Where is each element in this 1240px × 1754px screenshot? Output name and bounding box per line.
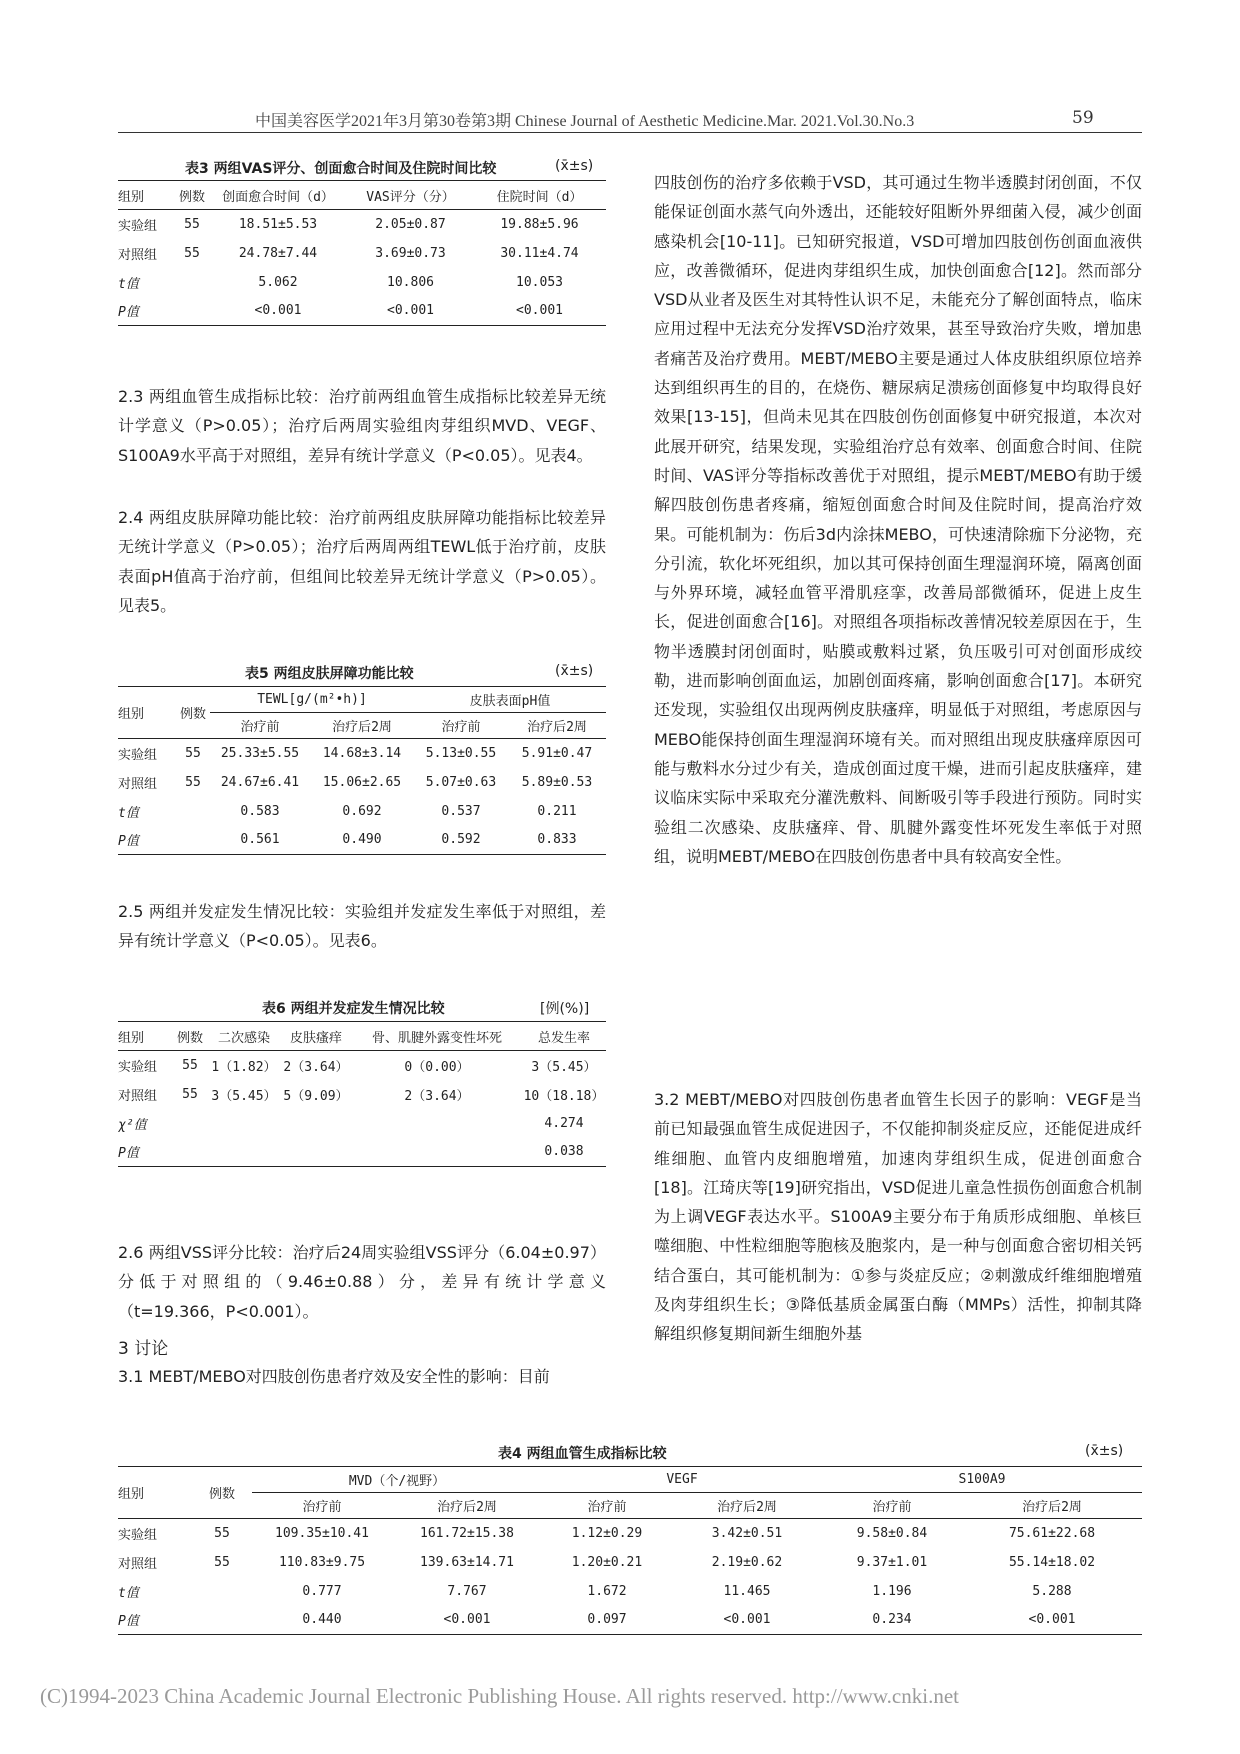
page-number: 59 bbox=[1072, 108, 1094, 128]
table-row bbox=[118, 1519, 1142, 1548]
table5-cell: 0.561 bbox=[210, 826, 310, 855]
table4-cell: 3.42±0.51 bbox=[711, 1525, 783, 1541]
table3-cell: 55 bbox=[184, 245, 200, 261]
table-row bbox=[118, 1051, 606, 1080]
table4-cell: 0.777 bbox=[302, 1583, 342, 1599]
table4-cell: 0.097 bbox=[542, 1606, 672, 1635]
table4-cell: 55.14±18.02 bbox=[1008, 1554, 1096, 1570]
table5-cell: 0.692 bbox=[342, 803, 382, 819]
table5-cell: 对照组 bbox=[118, 776, 158, 792]
section-3-1-start: 3.1 MEBT/MEBO对四肢创伤患者疗效及安全性的影响：目前 bbox=[118, 1367, 550, 1386]
table-row bbox=[118, 1109, 606, 1138]
table6-cell: 0.038 bbox=[522, 1138, 606, 1167]
table4-cell bbox=[192, 1606, 252, 1635]
table4-caption: 表4 两组血管生成指标比较 bbox=[498, 1446, 667, 1462]
table3-caption: 表3 两组VAS评分、创面愈合时间及住院时间比较 bbox=[185, 161, 497, 177]
table4-cell: 0.440 bbox=[252, 1606, 392, 1635]
table5-header-cell: 组别 bbox=[118, 687, 176, 739]
table-row bbox=[118, 1606, 1142, 1635]
section-3-2: 3.2 MEBT/MEBO对四肢创伤患者血管生长因子的影响：VEGF是当前已知最强血管生成促进因子，不仅能抑制炎症反应，还能促进成纤维细胞、血管内皮细胞增殖，加速肉芽组织生成，促进创面愈合[18]。江琦庆等[19]研究指出，VSD促进儿童急性损伤创面愈合机制为上调VEGF表达水平。S100A9主要分布于角质形成细胞、单核巨噬细胞、中性粒细胞等胞核及胞浆内，是一种与创面愈合密切相关钙结合蛋白，其可能机制为：①参与炎症反应；②刺激成纤维细胞增殖及肉芽组织生长；③降低基质金属蛋白酶（MMPs）活性，抑制其降解组织修复期间新生细胞外基 bbox=[654, 1090, 1142, 1344]
table4-cell: 2.19±0.62 bbox=[711, 1554, 783, 1570]
table3-header-cell: VAS评分（分） bbox=[348, 181, 473, 210]
table4-subheader-cell: 治疗前 bbox=[822, 1493, 962, 1519]
table3-cell: 55 bbox=[184, 216, 200, 232]
running-title: 中国美容医学2021年3月第30卷第3期 Chinese Journal of Aesthetic Medicine.Mar. 2021.Vol.30.No.3 bbox=[255, 113, 915, 130]
table6-cell: 0（0.00） bbox=[404, 1059, 470, 1075]
table3-cell: 30.11±4.74 bbox=[500, 245, 579, 261]
table6-cell: 2（3.64） bbox=[283, 1059, 349, 1075]
table5-cell: 0.537 bbox=[441, 803, 481, 819]
table6-cell bbox=[208, 1109, 280, 1138]
table4-cell: t值 bbox=[118, 1585, 139, 1601]
table5-header-cell: 例数 bbox=[176, 687, 210, 739]
table6-cell: 5（9.09） bbox=[283, 1088, 349, 1104]
table5-header-cell: TEWL[g/(m²•h)] bbox=[210, 687, 414, 713]
table5-header-cell: 皮肤表面pH值 bbox=[414, 687, 606, 713]
table3-header-cell: 例数 bbox=[176, 181, 208, 210]
table4-cell: <0.001 bbox=[672, 1606, 822, 1635]
table4-cell: 9.58±0.84 bbox=[856, 1525, 928, 1541]
table6 bbox=[118, 1021, 606, 1167]
copyright-footer: (C)1994-2023 China Academic Journal Electronic Publishing House. All rights reserved. http://www.cnki.net bbox=[40, 1684, 959, 1708]
table5-cell: 15.06±2.65 bbox=[322, 774, 402, 790]
header-rule bbox=[118, 132, 1142, 133]
table4-cell: 75.61±22.68 bbox=[1008, 1525, 1096, 1541]
table-row bbox=[118, 1138, 606, 1167]
table6-cell bbox=[280, 1138, 352, 1167]
table3-cell: 24.78±7.44 bbox=[238, 245, 318, 261]
table4 bbox=[118, 1466, 1142, 1635]
table4-cell bbox=[192, 1577, 252, 1606]
table3-cell: <0.001 bbox=[473, 297, 606, 326]
table-row bbox=[118, 268, 606, 297]
table4-cell: 1.196 bbox=[872, 1583, 912, 1599]
table4-cell: 161.72±15.38 bbox=[420, 1525, 514, 1541]
table3-cell: 10.806 bbox=[387, 274, 434, 290]
table3-cell: 实验组 bbox=[118, 218, 158, 234]
table4-subheader-cell: 治疗前 bbox=[252, 1493, 392, 1519]
table5-cell: 0.490 bbox=[310, 826, 414, 855]
table5-cell: 实验组 bbox=[118, 747, 158, 763]
table4-header-cell: S100A9 bbox=[822, 1467, 1142, 1493]
table-row bbox=[118, 210, 606, 239]
table-row bbox=[118, 1080, 606, 1109]
table5-cell: 0.592 bbox=[414, 826, 508, 855]
section-3-heading: 3 讨论 bbox=[118, 1339, 169, 1359]
table4-subheader-cell: 治疗后2周 bbox=[672, 1493, 822, 1519]
table-row bbox=[118, 239, 606, 268]
table5-cell bbox=[176, 826, 210, 855]
table5-subheader-cell: 治疗前 bbox=[414, 713, 508, 739]
table4-cell: 11.465 bbox=[723, 1583, 771, 1599]
section-2-3: 2.3 两组血管生成指标比较：治疗前两组血管生成指标比较差异无统计学意义（P>0.05）；治疗后两周实验组肉芽组织MVD、VEGF、S100A9水平高于对照组，差异有统计学意义（P<0.05）。见表4。 bbox=[118, 387, 606, 465]
table5-cell bbox=[176, 797, 210, 826]
table3-cell: 对照组 bbox=[118, 247, 158, 263]
table5 bbox=[118, 686, 606, 855]
table4-header-cell: 组别 bbox=[118, 1467, 192, 1519]
table3-cell: P值 bbox=[118, 297, 176, 326]
table5-cell: 24.67±6.41 bbox=[220, 774, 300, 790]
table5-cell: t值 bbox=[118, 805, 139, 821]
table3-cell: 18.51±5.53 bbox=[238, 216, 318, 232]
table5-cell: 5.91±0.47 bbox=[521, 745, 593, 761]
table5-subheader-cell: 治疗前 bbox=[210, 713, 310, 739]
table4-cell: 1.12±0.29 bbox=[571, 1525, 643, 1541]
table4-cell: <0.001 bbox=[962, 1606, 1142, 1635]
table4-unit: (x̄±s) bbox=[1085, 1443, 1124, 1459]
table3-header-cell: 创面愈合时间（d） bbox=[208, 181, 348, 210]
table6-cell: χ²值 bbox=[118, 1117, 147, 1133]
table4-cell: 9.37±1.01 bbox=[856, 1554, 928, 1570]
table5-cell: 5.13±0.55 bbox=[425, 745, 497, 761]
table6-cell: 2（3.64） bbox=[404, 1088, 470, 1104]
table6-cell: 10（18.18） bbox=[523, 1088, 605, 1104]
table6-cell: 4.274 bbox=[544, 1115, 584, 1131]
section-2-6: 2.6 两组VSS评分比较：治疗后24周实验组VSS评分（6.04±0.97）分低于对照组的（9.46±0.88）分，差异有统计学意义（t=19.366，P<0.001）。 bbox=[118, 1243, 606, 1321]
section-2-4: 2.4 两组皮肤屏障功能比较：治疗前两组皮肤屏障功能指标比较差异无统计学意义（P>0.05）；治疗后两周两组TEWL低于治疗前，皮肤表面pH值高于治疗前，但组间比较差异无统计学意义（P>0.05）。见表5。 bbox=[118, 508, 606, 615]
table5-cell: 14.68±3.14 bbox=[322, 745, 402, 761]
table6-cell: P值 bbox=[118, 1138, 172, 1167]
table4-subheader-cell: 治疗后2周 bbox=[392, 1493, 542, 1519]
table3-cell: <0.001 bbox=[348, 297, 473, 326]
table5-cell: 25.33±5.55 bbox=[220, 745, 300, 761]
table5-subheader-cell: 治疗后2周 bbox=[508, 713, 606, 739]
table5-cell: 0.833 bbox=[508, 826, 606, 855]
table6-cell bbox=[280, 1109, 352, 1138]
table4-cell: <0.001 bbox=[392, 1606, 542, 1635]
table4-cell: 109.35±10.41 bbox=[275, 1525, 369, 1541]
table4-cell: 实验组 bbox=[118, 1527, 158, 1543]
section-2-5: 2.5 两组并发症发生情况比较：实验组并发症发生率低于对照组，差异有统计学意义（P<0.05）。见表6。 bbox=[118, 902, 606, 951]
table3-cell bbox=[176, 297, 208, 326]
table3-cell: 2.05±0.87 bbox=[375, 216, 446, 232]
table4-header-cell: VEGF bbox=[542, 1467, 822, 1493]
table4-header-cell: 例数 bbox=[192, 1467, 252, 1519]
table6-cell bbox=[352, 1138, 522, 1167]
table6-header-cell: 二次感染 bbox=[208, 1022, 280, 1051]
table5-cell: P值 bbox=[118, 826, 176, 855]
table6-header-cell: 骨、肌腱外露变性坏死 bbox=[352, 1022, 522, 1051]
table-row bbox=[118, 297, 606, 326]
table-row bbox=[118, 1577, 1142, 1606]
table6-cell: 3（5.45） bbox=[531, 1059, 597, 1075]
table4-cell: 1.20±0.21 bbox=[571, 1554, 643, 1570]
table6-cell: 55 bbox=[182, 1086, 198, 1102]
table6-cell bbox=[352, 1109, 522, 1138]
table3-header-cell: 组别 bbox=[118, 181, 176, 210]
table3-cell: 5.062 bbox=[258, 274, 298, 290]
table6-header-cell: 例数 bbox=[172, 1022, 208, 1051]
table5-cell: 5.89±0.53 bbox=[521, 774, 593, 790]
table-row bbox=[118, 768, 606, 797]
table6-header-cell: 组别 bbox=[118, 1022, 172, 1051]
table4-cell: 55 bbox=[214, 1525, 230, 1541]
table4-cell: 110.83±9.75 bbox=[278, 1554, 366, 1570]
table6-header-cell: 总发生率 bbox=[522, 1022, 606, 1051]
table6-cell: 55 bbox=[182, 1057, 198, 1073]
table4-header-cell: MVD（个/视野） bbox=[252, 1467, 542, 1493]
table4-cell: P值 bbox=[118, 1606, 192, 1635]
table3-cell bbox=[176, 268, 208, 297]
table4-cell: 1.672 bbox=[587, 1583, 627, 1599]
table4-cell: 0.234 bbox=[822, 1606, 962, 1635]
table6-cell: 3（5.45） bbox=[211, 1088, 277, 1104]
table3 bbox=[118, 180, 606, 326]
table5-cell: 0.583 bbox=[240, 803, 280, 819]
table4-cell: 139.63±14.71 bbox=[420, 1554, 514, 1570]
table5-caption: 表5 两组皮肤屏障功能比较 bbox=[245, 666, 414, 682]
table5-subheader-cell: 治疗后2周 bbox=[310, 713, 414, 739]
table4-subheader-cell: 治疗前 bbox=[542, 1493, 672, 1519]
table4-cell: 5.288 bbox=[1032, 1583, 1072, 1599]
table5-cell: 0.211 bbox=[537, 803, 577, 819]
table4-cell: 对照组 bbox=[118, 1556, 158, 1572]
table6-caption: 表6 两组并发症发生情况比较 bbox=[262, 1001, 445, 1017]
table4-cell: 7.767 bbox=[447, 1583, 487, 1599]
right-column-discussion: 四肢创伤的治疗多依赖于VSD，其可通过生物半透膜封闭创面，不仅能保证创面水蒸气向外透出，还能较好阻断外界细菌入侵，减少创面感染机会[10-11]。已知研究报道，VSD可增加四肢创伤创面血液供应，改善微循环，促进肉芽组织生成，加快创面愈合[12]。然而部分VSD从业者及医生对其特性认识不足，未能充分了解创面特点，临床应用过程中无法充分发挥VSD治疗效果，甚至导致治疗失败，增加患者痛苦及治疗费用。MEBT/MEBO主要是通过人体皮肤组织原位培养达到组织再生的目的，在烧伤、糖尿病足溃疡创面修复中均取得良好效果[13-15]，但尚未见其在四肢创伤创面修复中研究报道，本次对此展开研究，结果发现，实验组治疗总有效率、创面愈合时间、住院时间、VAS评分等指标改善优于对照组，提示MEBT/MEBO有助于缓解四肢创伤患者疼痛，缩短创面愈合时间及住院时间，提高治疗效果。可能机制为：伤后3d内涂抹MEBO，可快速清除痂下分泌物，充分引流，软化坏死组织，加以其可保持创面生理湿润环境，隔离创面与外界环境，减轻血管平滑肌痉挛，改善局部微循环，促进上皮生长，促进创面愈合[16]。对照组各项指标改善情况较差原因在于，生物半透膜封闭创面时，贴膜或敷料过紧，负压吸引可对创面形成绞勒，进而影响创面血运，加剧创面疼痛，影响创面愈合[17]。本研究还发现，实验组仅出现两例皮肤瘙痒，明显低于对照组，考虑原因与MEBO能保持创面生理湿润环境有关。而对照组出现皮肤瘙痒原因可能与敷料水分过少有关，造成创面过度干燥，进而引起皮肤瘙痒，建议临床实际中采取充分灌洗敷料、间断吸引等手段进行预防。同时实验组二次感染、皮肤瘙痒、骨、肌腱外露变性坏死发生率低于对照组，说明MEBT/MEBO在四肢创伤患者中具有较高安全性。 bbox=[654, 173, 1142, 866]
table6-header-cell: 皮肤瘙痒 bbox=[280, 1022, 352, 1051]
table3-cell: 3.69±0.73 bbox=[375, 245, 446, 261]
table6-cell: 对照组 bbox=[118, 1088, 158, 1104]
table5-cell: 55 bbox=[185, 774, 201, 790]
table3-cell: <0.001 bbox=[208, 297, 348, 326]
table3-header-cell: 住院时间（d） bbox=[473, 181, 606, 210]
table3-cell: t值 bbox=[118, 276, 139, 292]
table-row bbox=[118, 1548, 1142, 1577]
table6-cell bbox=[172, 1138, 208, 1167]
table-row bbox=[118, 826, 606, 855]
table6-cell bbox=[208, 1138, 280, 1167]
table6-cell: 实验组 bbox=[118, 1059, 158, 1075]
table4-cell: 55 bbox=[214, 1554, 230, 1570]
table3-unit: (x̄±s) bbox=[555, 158, 594, 174]
table-row bbox=[118, 797, 606, 826]
table3-cell: 19.88±5.96 bbox=[500, 216, 579, 232]
table5-cell: 55 bbox=[185, 745, 201, 761]
table6-cell: 1（1.82） bbox=[211, 1059, 277, 1075]
table5-unit: (x̄±s) bbox=[555, 663, 594, 679]
table6-unit: [例(%)] bbox=[540, 1001, 590, 1017]
table3-cell: 10.053 bbox=[516, 274, 563, 290]
table-row bbox=[118, 739, 606, 768]
table5-cell: 5.07±0.63 bbox=[425, 774, 497, 790]
table6-cell bbox=[172, 1109, 208, 1138]
table4-subheader-cell: 治疗后2周 bbox=[962, 1493, 1142, 1519]
